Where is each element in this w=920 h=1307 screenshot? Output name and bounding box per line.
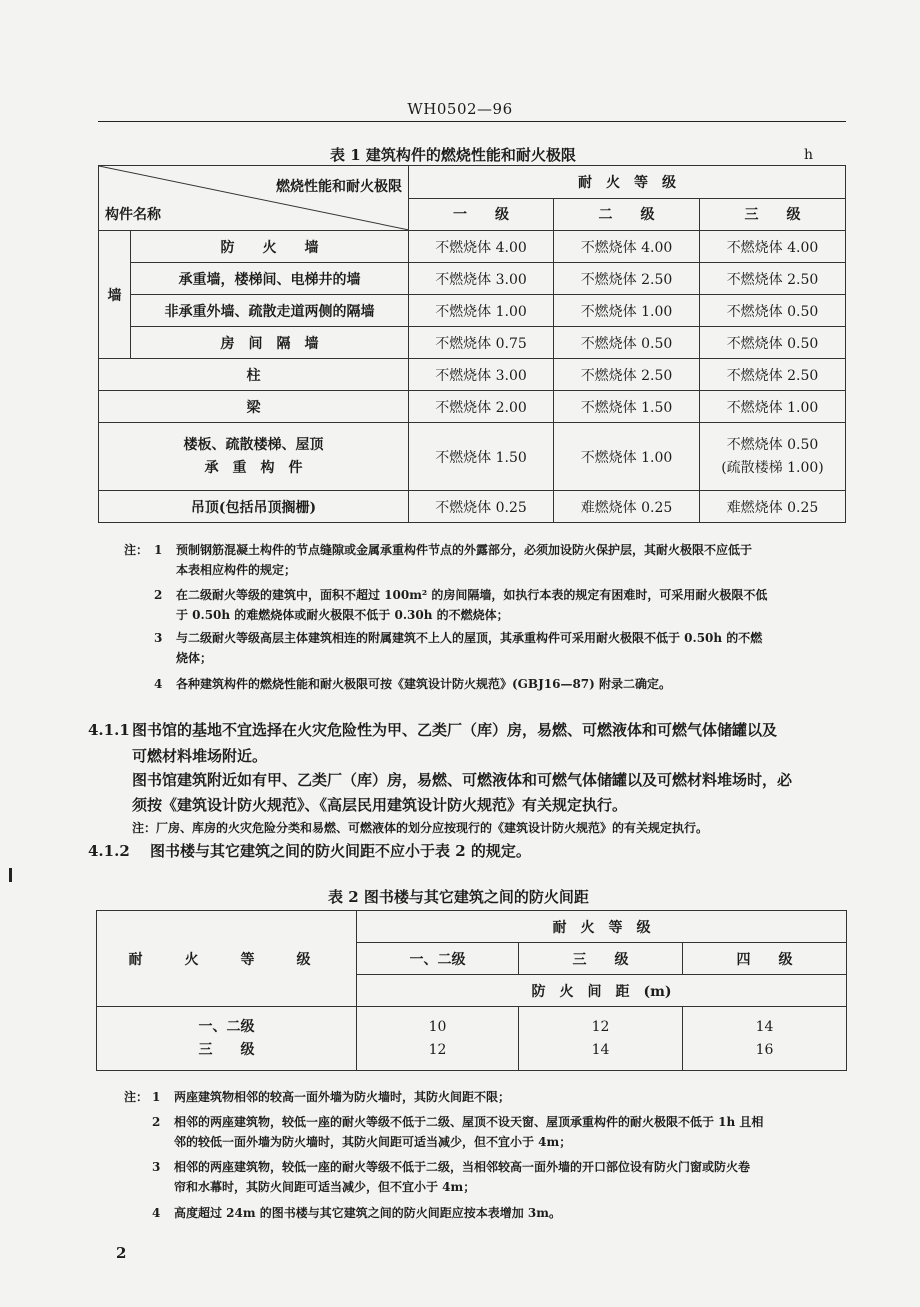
page-number: 2 (116, 1244, 127, 1262)
note-number: 2 (152, 1115, 161, 1129)
note-text: 烧体； (176, 651, 213, 665)
component-name: 防 火 墙 (131, 231, 409, 263)
component-name: 柱 (99, 359, 409, 391)
note-number: 1 (154, 543, 163, 557)
distance-value: 10 (428, 1018, 447, 1035)
table1-cell: 不燃烧体 0.25 (409, 491, 554, 523)
table1-cell: 不燃烧体 0.50 (554, 327, 700, 359)
distance-value: 16 (755, 1041, 774, 1058)
grade-header: 二 级 (554, 198, 700, 231)
clause-text: 图书楼与其它建筑之间的防火间距不应小于表 2 的规定。 (150, 842, 531, 860)
component-name: 承重墙，楼梯间、电梯井的墙 (131, 263, 409, 295)
note-text: 相邻的两座建筑物，较低一座的耐火等级不低于二级，当相邻较高一面外墙的开口部位设有防火门窗或防火卷 (174, 1160, 751, 1174)
table1-cell: 不燃烧体 1.50 (409, 423, 554, 491)
clause-text: 图书馆建筑附近如有甲、乙类厂（库）房，易燃、可燃液体和可燃气体储罐以及可燃材料堆场时，必 (132, 771, 793, 789)
clause-text: 图书馆的基地不宜选择在火灾危险性为甲、乙类厂（库）房，易燃、可燃液体和可燃气体储罐以及 (132, 721, 778, 739)
table1-cell: 不燃烧体 3.00 (409, 359, 554, 391)
grade-header: 三 级 (700, 198, 846, 231)
header-rule (98, 121, 846, 122)
table2 (96, 910, 847, 1071)
component-name-line: 楼板、疏散楼梯、屋顶 (183, 436, 324, 453)
note-text: 邻的较低一面外墙为防火墙时，其防火间距可适当减少，但不宜小于 4m； (174, 1135, 572, 1149)
distance-cell (683, 1007, 847, 1071)
component-name: 吊顶(包括吊顶搁栅) (99, 491, 409, 523)
table1-diagonal-header (99, 166, 409, 231)
grade-header: 三 级 (519, 943, 683, 975)
clause-number: 4.1.2 (88, 842, 130, 860)
clause-text: 须按《建筑设计防火规范》、《高层民用建筑设计防火规范》有关规定执行。 (132, 796, 628, 814)
note-text: 相邻的两座建筑物，较低一座的耐火等级不低于二级、屋顶不设天窗、屋顶承重构件的耐火极限不低于 1h 且相 (174, 1115, 764, 1129)
note-number: 1 (152, 1090, 161, 1104)
table1-cell: 难燃烧体 0.25 (700, 491, 846, 523)
distance-header: 防 火 间 距 (m) (357, 975, 847, 1007)
clause-text: 可燃材料堆场附近。 (132, 747, 268, 765)
cell-line: (疏散楼梯 1.00) (721, 459, 824, 476)
note-text: 帘和水幕时，其防火间距可适当减少，但不宜小于 4m； (174, 1180, 476, 1194)
distance-cell (357, 1007, 519, 1071)
distance-value: 12 (428, 1041, 447, 1058)
component-name: 非承重外墙、疏散走道两侧的隔墙 (131, 295, 409, 327)
note-text: 本表相应构件的规定； (176, 563, 297, 577)
table1-cell: 不燃烧体 2.50 (554, 263, 700, 295)
table1-cell: 不燃烧体 4.00 (409, 231, 554, 263)
clause-number: 4.1.1 (88, 721, 130, 739)
section-note: 注：厂房、库房的火灾危险分类和易燃、可燃液体的划分应按现行的《建筑设计防火规范》的有关规定执行。 (132, 821, 709, 835)
table1-cell: 难燃烧体 0.25 (554, 491, 700, 523)
row-label: 一、二级 (198, 1018, 255, 1035)
table1-cell: 不燃烧体 3.00 (409, 263, 554, 295)
distance-value: 12 (591, 1018, 610, 1035)
diag-top-label: 燃烧性能和耐火极限 (276, 179, 402, 195)
table1-cell: 不燃烧体 1.50 (554, 391, 700, 423)
grade-header: 一、二级 (357, 943, 519, 975)
note-number: 3 (154, 631, 163, 645)
table1-cell: 不燃烧体 2.50 (700, 359, 846, 391)
notes-label: 注： (124, 543, 149, 557)
distance-value: 14 (591, 1041, 610, 1058)
table1-cell: 不燃烧体 1.00 (554, 423, 700, 491)
table1-cell: 不燃烧体 0.75 (409, 327, 554, 359)
table1-cell: 不燃烧体 2.00 (409, 391, 554, 423)
diag-bottom-label: 构件名称 (105, 207, 161, 223)
component-name: 房 间 隔 墙 (131, 327, 409, 359)
note-text: 各种建筑构件的燃烧性能和耐火极限可按《建筑设计防火规范》(GBJ16—87) 附录二确定。 (176, 677, 672, 691)
table1-unit: h (804, 147, 814, 163)
notes-label: 注： (124, 1090, 149, 1104)
row-label: 三 级 (198, 1041, 255, 1058)
table1-cell: 不燃烧体 1.00 (700, 391, 846, 423)
table1-caption: 表 1 建筑构件的燃烧性能和耐火极限 (330, 146, 576, 164)
note-text: 高度超过 24m 的图书楼与其它建筑之间的防火间距应按本表增加 3m。 (174, 1206, 561, 1220)
standard-code: WH0502—96 (407, 100, 513, 118)
grade-header: 一 级 (409, 198, 554, 231)
note-number: 4 (154, 677, 163, 691)
table1-cell: 不燃烧体 1.00 (409, 295, 554, 327)
note-number: 2 (154, 588, 163, 602)
grade-header: 四 级 (683, 943, 847, 975)
cell-line: 不燃烧体 0.50 (726, 436, 819, 453)
note-text: 两座建筑物相邻的较高一面外墙为防火墙时，其防火间距不限； (174, 1090, 511, 1104)
table1-cell: 不燃烧体 0.50 (700, 295, 846, 327)
component-name: 梁 (99, 391, 409, 423)
note-text: 预制钢筋混凝土构件的节点缝隙或金属承重构件节点的外露部分，必须加设防火保护层，其耐火极限不应低于 (176, 543, 753, 557)
note-number: 3 (152, 1160, 161, 1174)
table2-row-header: 耐 火 等 级 (97, 911, 357, 1007)
wall-group-label: 墙 (99, 231, 131, 359)
table1-cell: 不燃烧体 2.50 (700, 263, 846, 295)
table1-cell: 不燃烧体 1.00 (554, 295, 700, 327)
table1-group-header: 耐 火 等 级 (409, 166, 846, 199)
note-number: 4 (152, 1206, 161, 1220)
table2-group-header: 耐 火 等 级 (357, 911, 847, 943)
row-labels (97, 1007, 357, 1071)
table1 (98, 165, 846, 523)
note-text: 在二级耐火等级的建筑中，面积不超过 100m² 的房间隔墙，如执行本表的规定有困难时，可采用耐火极限不低 (176, 588, 768, 602)
table1-cell: 不燃烧体 2.50 (554, 359, 700, 391)
component-name (99, 423, 409, 491)
margin-mark (9, 868, 12, 882)
distance-value: 14 (755, 1018, 774, 1035)
table1-cell: 不燃烧体 0.50 (700, 327, 846, 359)
note-text: 与二级耐火等级高层主体建筑相连的附属建筑不上人的屋顶，其承重构件可采用耐火极限不低于 0.50h 的不燃 (176, 631, 763, 645)
table2-caption: 表 2 图书楼与其它建筑之间的防火间距 (328, 888, 589, 906)
table1-cell: 不燃烧体 4.00 (700, 231, 846, 263)
table1-cell: 不燃烧体 4.00 (554, 231, 700, 263)
distance-cell (519, 1007, 683, 1071)
table1-cell (700, 423, 846, 491)
note-text: 于 0.50h 的难燃烧体或耐火极限不低于 0.30h 的不燃烧体； (176, 608, 509, 622)
component-name-line: 承 重 构 件 (204, 459, 303, 476)
